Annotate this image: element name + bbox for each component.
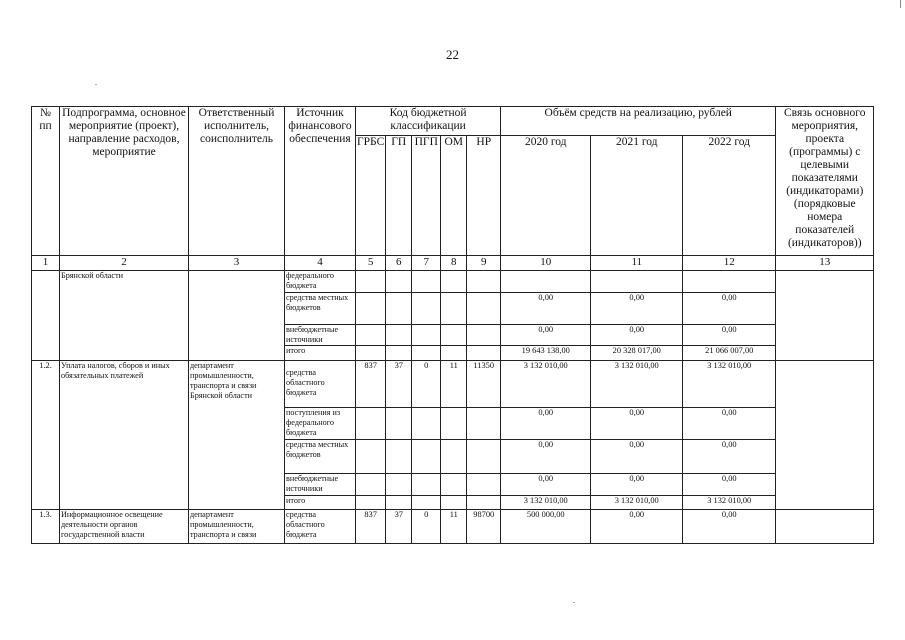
scan-speck [95,84,97,85]
link-cell [776,510,874,544]
code-cell [412,271,441,293]
source-cell: средства местных бюджетов [285,293,356,325]
code-cell [386,346,412,361]
code-cell [412,325,441,346]
code-cell [356,408,386,440]
col-number: 7 [412,256,441,271]
np-cell: 11350 [467,361,501,408]
value-2020: 0,00 [501,325,591,346]
value-2022: 0,00 [683,325,776,346]
np-cell: 98700 [467,510,501,544]
header-budget-code: Код бюджетной классификации [356,107,501,136]
value-2020: 3 132 010,00 [501,496,591,510]
col-number: 1 [32,256,60,271]
code-cell [412,496,441,510]
pgp-cell: 0 [412,510,441,544]
col-number: 3 [189,256,285,271]
measure-name: Уплата налогов, сборов и иных обязательных платежей [60,361,189,510]
code-cell [412,408,441,440]
code-cell [356,474,386,496]
executor-cell [189,271,285,361]
om-cell: 11 [441,361,467,408]
edge-mark [900,0,901,8]
code-cell [467,474,501,496]
budget-table [31,106,874,544]
header-no: № пп [32,107,60,256]
value-2021: 3 132 010,00 [591,496,683,510]
header-gp: ГП [386,136,412,256]
code-cell [386,271,412,293]
code-cell [441,346,467,361]
measure-name: Брянской области [60,271,189,361]
code-cell [356,440,386,474]
value-2021: 0,00 [591,408,683,440]
source-cell: федерального бюджета [285,271,356,293]
code-cell [386,474,412,496]
value-2020: 19 643 138,00 [501,346,591,361]
code-cell [356,271,386,293]
row-number [32,271,60,361]
value-2022: 0,00 [683,440,776,474]
code-cell [467,346,501,361]
code-cell [467,496,501,510]
source-cell: средства областного бюджета [285,510,356,544]
source-cell: поступления из федерального бюджета [285,408,356,440]
value-2021: 0,00 [591,510,683,544]
col-number: 5 [356,256,386,271]
link-cell [776,361,874,510]
row-number: 1.3. [32,510,60,544]
code-cell [356,293,386,325]
code-cell [441,325,467,346]
code-cell [386,496,412,510]
value-2020: 0,00 [501,293,591,325]
header-volume: Объём средств на реализацию, рублей [501,107,776,136]
value-2022: 0,00 [683,510,776,544]
code-cell [467,325,501,346]
col-number: 2 [60,256,189,271]
col-number: 10 [501,256,591,271]
header-source: Источник финансового обеспечения [285,107,356,256]
source-cell: внебюджетные источники [285,474,356,496]
code-cell [356,496,386,510]
code-cell [356,346,386,361]
value-2022: 3 132 010,00 [683,496,776,510]
value-2020 [501,271,591,293]
value-2021: 0,00 [591,474,683,496]
code-cell [356,325,386,346]
value-2022: 0,00 [683,474,776,496]
link-cell [776,271,874,361]
value-2020: 3 132 010,00 [501,361,591,408]
header-np: НР [467,136,501,256]
header-2021: 2021 год [591,136,683,256]
value-2021: 0,00 [591,293,683,325]
measure-name: Информационное освещение деятельности органов государственной власти [60,510,189,544]
col-number: 11 [591,256,683,271]
value-2022: 0,00 [683,408,776,440]
value-2021: 0,00 [591,440,683,474]
executor-cell: департамент промышленности, транспорта и связи Брянской области [189,361,285,510]
code-cell [386,325,412,346]
table-row [32,510,874,544]
source-cell: итого [285,496,356,510]
code-cell [467,440,501,474]
col-number: 8 [441,256,467,271]
header-executor: Ответственный исполнитель, соисполнитель [189,107,285,256]
code-cell [412,474,441,496]
col-number: 9 [467,256,501,271]
table-row [32,271,874,293]
code-cell [386,440,412,474]
value-2021 [591,271,683,293]
header-link: Связь основного мероприятия, проекта (программы) с целевыми показателями (индикаторами) (порядковые номера показателей (индикаторов)) [776,107,874,256]
code-cell [467,271,501,293]
grbs-cell: 837 [356,510,386,544]
gp-cell: 37 [386,361,412,408]
header-grbs: ГРБС [356,136,386,256]
value-2022 [683,271,776,293]
executor-cell: департамент промышленности, транспорта и связи [189,510,285,544]
scan-speck [573,602,575,603]
code-cell [441,440,467,474]
code-cell [441,271,467,293]
code-cell [412,293,441,325]
col-number: 4 [285,256,356,271]
page-number: 22 [446,47,459,62]
column-number-row [32,256,874,271]
value-2021: 0,00 [591,325,683,346]
header-2020: 2020 год [501,136,591,256]
table-row [32,361,874,408]
source-cell: средства местных бюджетов [285,440,356,474]
om-cell: 11 [441,510,467,544]
value-2022: 0,00 [683,293,776,325]
header-om: ОМ [441,136,467,256]
gp-cell: 37 [386,510,412,544]
source-cell: итого [285,346,356,361]
header-subprogram: Подпрограмма, основное мероприятие (проект), направление расходов, мероприятие [60,107,189,256]
value-2020: 500 000,00 [501,510,591,544]
code-cell [412,346,441,361]
value-2022: 3 132 010,00 [683,361,776,408]
code-cell [386,408,412,440]
code-cell [412,440,441,474]
row-number: 1.2. [32,361,60,510]
grbs-cell: 837 [356,361,386,408]
code-cell [441,408,467,440]
code-cell [441,293,467,325]
header-pgp: ПГП [412,136,441,256]
value-2020: 0,00 [501,474,591,496]
code-cell [441,496,467,510]
code-cell [467,293,501,325]
col-number: 12 [683,256,776,271]
value-2021: 3 132 010,00 [591,361,683,408]
col-number: 13 [776,256,874,271]
code-cell [386,293,412,325]
value-2022: 21 066 007,00 [683,346,776,361]
header-row-1 [32,107,874,136]
source-cell: внебюджетные источники [285,325,356,346]
value-2021: 20 328 017,00 [591,346,683,361]
pgp-cell: 0 [412,361,441,408]
header-2022: 2022 год [683,136,776,256]
code-cell [467,408,501,440]
code-cell [441,474,467,496]
source-cell: средства областного бюджета [285,361,356,408]
col-number: 6 [386,256,412,271]
value-2020: 0,00 [501,408,591,440]
value-2020: 0,00 [501,440,591,474]
